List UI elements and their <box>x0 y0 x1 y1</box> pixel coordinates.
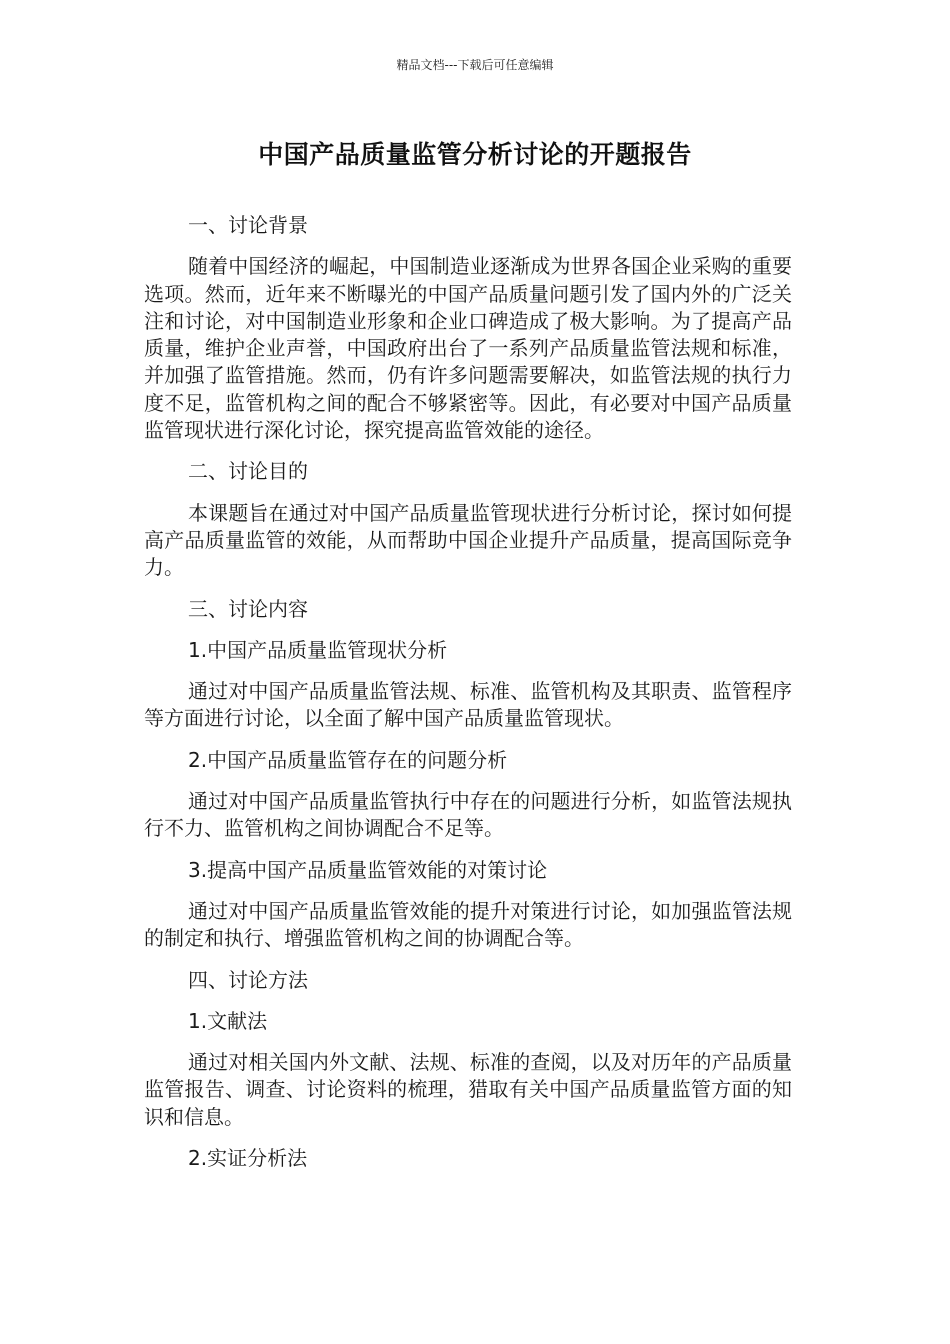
paragraph-background: 随着中国经济的崛起，中国制造业逐渐成为世界各国企业采购的重要选项。然而，近年来不断曝光的中国产品质量问题引发了国内外的广泛关注和讨论，对中国制造业形象和企业口碑造成了极大影响。为了提高产品质量，维护企业声誉，中国政府出台了一系列产品质量监管法规和标准，并加强了监管措施。然而，仍有许多问题需要解决，如监管法规的执行力度不足，监管机构之间的配合不够紧密等。因此，有必要对中国产品质量监管现状进行深化讨论，探究提高监管效能的途径。 <box>144 254 792 443</box>
document-body <box>144 212 792 1186</box>
page-header: 精品文档---下载后可任意编辑 <box>396 58 554 72</box>
subheading-literature-method: 1.文献法 <box>188 1008 268 1033</box>
document-title: 中国产品质量监管分析讨论的开题报告 <box>258 140 692 169</box>
section-heading-content: 三、讨论内容 <box>188 596 308 621</box>
paragraph-problem-analysis: 通过对中国产品质量监管执行中存在的问题进行分析，如监管法规执行不力、监管机构之间协调配合不足等。 <box>144 789 792 841</box>
subheading-countermeasures: 3.提高中国产品质量监管效能的对策讨论 <box>188 857 548 882</box>
subheading-problem-analysis: 2.中国产品质量监管存在的问题分析 <box>188 747 508 772</box>
section-heading-purpose: 二、讨论目的 <box>188 459 308 484</box>
section-heading-background: 一、讨论背景 <box>188 213 308 237</box>
subheading-empirical-method: 2.实证分析法 <box>188 1146 308 1171</box>
subheading-status-analysis: 1.中国产品质量监管现状分析 <box>188 637 448 662</box>
paragraph-status-analysis: 通过对中国产品质量监管法规、标准、监管机构及其职责、监管程序等方面进行讨论，以全面了解中国产品质量监管现状。 <box>144 679 792 731</box>
paragraph-purpose: 本课题旨在通过对中国产品质量监管现状进行分析讨论，探讨如何提高产品质量监管的效能，从而帮助中国企业提升产品质量，提高国际竞争力。 <box>144 500 792 580</box>
paragraph-countermeasures: 通过对中国产品质量监管效能的提升对策进行讨论，如加强监管法规的制定和执行、增强监管机构之间的协调配合等。 <box>144 898 792 951</box>
section-heading-methods: 四、讨论方法 <box>188 967 308 992</box>
paragraph-literature-method: 通过对相关国内外文献、法规、标准的查阅，以及对历年的产品质量监管报告、调查、讨论资料的梳理，猎取有关中国产品质量监管方面的知识和信息。 <box>144 1050 792 1129</box>
